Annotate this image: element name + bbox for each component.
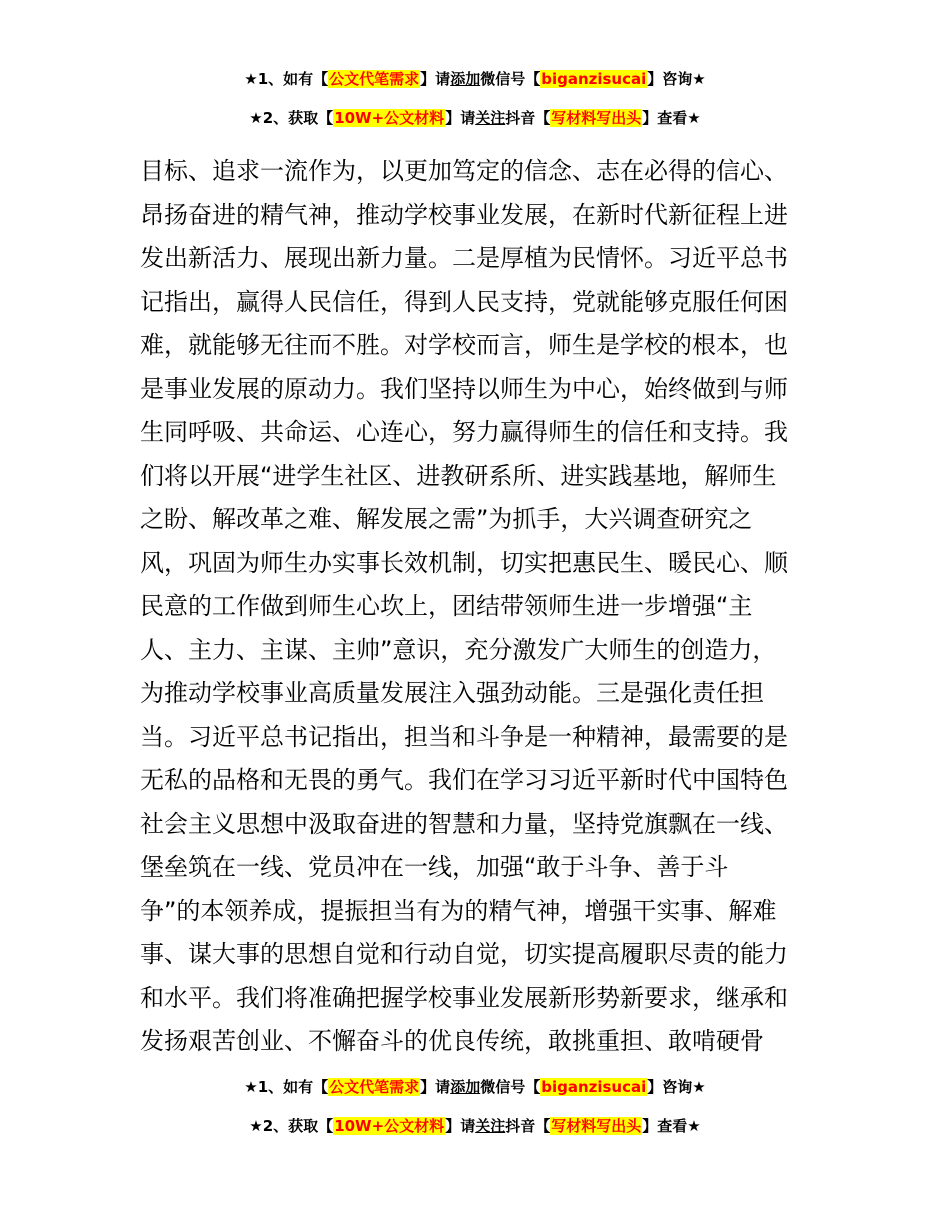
promo-highlight: 公文代笔需求 <box>329 1078 420 1096</box>
body-line: 发出新活力、展现出新力量。二是厚植为民情怀。习近平总书 <box>140 244 788 272</box>
promo-text: 抖音【 <box>505 1117 551 1135</box>
header-promo-line-2 <box>0 107 950 129</box>
body-line: 生同呼吸、共命运、心连心，努力赢得师生的信任和支持。我 <box>140 418 788 446</box>
body-line: 风，巩固为师生办实事长效机制，切实把惠民生、暖民心、顺 <box>140 548 788 577</box>
promo-text: 抖音【 <box>505 109 551 127</box>
body-line: 人、主力、主谋、主帅”意识，充分激发广大师生的创造力， <box>140 635 777 664</box>
body-line: 为推动学校事业高质量发展注入强劲动能。三是强化责任担 <box>140 679 764 707</box>
promo-underlined-text: 添加 <box>450 1078 481 1096</box>
promo-highlight: 10W+公文材料 <box>334 109 445 127</box>
body-line: 民意的工作做到师生心坎上，团结带领师生进一步增强“主 <box>140 592 753 620</box>
body-line: 记指出，赢得人民信任，得到人民支持，党就能够克服任何困 <box>140 287 788 316</box>
wechat-id-highlight: biganzisucai <box>541 70 647 88</box>
body-line: 目标、追求一流作为，以更加笃定的信念、志在必得的信心、 <box>140 157 788 185</box>
promo-underlined-text: 关注 <box>475 109 506 127</box>
promo-prefix: ★2、获取【 <box>249 1117 334 1135</box>
body-line: 事、谋大事的思想自觉和行动自觉，切实提高履职尽责的能力 <box>140 940 788 968</box>
body-line: 是事业发展的原动力。我们坚持以师生为中心，始终做到与师 <box>140 374 788 403</box>
promo-highlight: 10W+公文材料 <box>334 1117 445 1135</box>
body-line: 之盼、解改革之难、解发展之需”为抓手，大兴调查研究之 <box>140 505 753 533</box>
header-promo-line-1 <box>0 68 950 90</box>
promo-text: 】请 <box>445 109 476 127</box>
body-line: 当。习近平总书记指出，担当和斗争是一种精神，最需要的是 <box>140 722 788 751</box>
body-line: 发扬艰苦创业、不懈奋斗的优良传统，敢挑重担、敢啃硬骨 <box>140 1027 764 1055</box>
promo-highlight: 公文代笔需求 <box>329 70 420 88</box>
body-line: 争”的本领养成，提振担当有为的精气神，增强干实事、解难 <box>140 896 777 925</box>
body-line: 社会主义思想中汲取奋进的智慧和力量，坚持党旗飘在一线、 <box>140 809 788 838</box>
promo-underlined-text: 关注 <box>475 1117 506 1135</box>
promo-suffix: 】咨询★ <box>647 1078 706 1096</box>
body-line: 堡垒筑在一线、党员冲在一线，加强“敢于斗争、善于斗 <box>140 853 729 881</box>
promo-suffix: 】查看★ <box>642 1117 701 1135</box>
body-paragraph <box>140 150 820 1064</box>
promo-underlined-text: 添加 <box>450 70 481 88</box>
promo-prefix: ★2、获取【 <box>249 109 334 127</box>
wechat-id-highlight: biganzisucai <box>541 1078 647 1096</box>
footer-promo-line-1 <box>0 1076 950 1098</box>
promo-text: 】请 <box>420 70 451 88</box>
promo-text: 微信号【 <box>480 70 541 88</box>
promo-prefix: ★1、如有【 <box>244 1078 329 1096</box>
body-line: 们将以开展“进学生社区、进教研系所、进实践基地，解师生 <box>140 461 777 490</box>
douyin-account-highlight: 写材料写出头 <box>551 1117 642 1135</box>
promo-prefix: ★1、如有【 <box>244 70 329 88</box>
body-line: 无私的品格和无畏的勇气。我们在学习习近平新时代中国特色 <box>140 766 788 794</box>
promo-suffix: 】咨询★ <box>647 70 706 88</box>
footer-promo-line-2 <box>0 1115 950 1137</box>
promo-text: 】请 <box>420 1078 451 1096</box>
body-line: 和水平。我们将准确把握学校事业发展新形势新要求，继承和 <box>140 983 788 1012</box>
body-line: 难，就能够无往而不胜。对学校而言，师生是学校的根本，也 <box>140 331 788 359</box>
body-line: 昂扬奋进的精气神，推动学校事业发展，在新时代新征程上进 <box>140 200 788 229</box>
promo-text: 微信号【 <box>480 1078 541 1096</box>
promo-text: 】请 <box>445 1117 476 1135</box>
douyin-account-highlight: 写材料写出头 <box>551 109 642 127</box>
promo-suffix: 】查看★ <box>642 109 701 127</box>
